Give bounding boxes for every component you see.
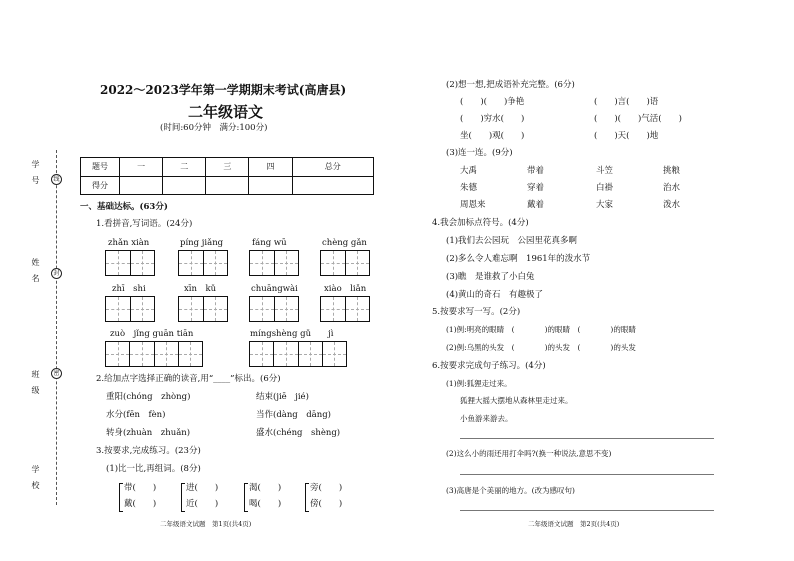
match-item[interactable]: 戴着 bbox=[527, 200, 545, 210]
exam-subject: 二年级语文 bbox=[188, 103, 264, 121]
pronunciation-item[interactable]: 重阳(chóng zhòng) bbox=[106, 392, 191, 402]
pinyin-label: zhǎn xiàn bbox=[108, 238, 150, 248]
pronunciation-item[interactable]: 盛水(chéng shèng) bbox=[256, 428, 341, 438]
example-sentence: 狐狸大摇大摆地从森林里走过来。 bbox=[460, 396, 573, 405]
exam-time-info: (时间:60分钟 满分:100分) bbox=[160, 123, 268, 133]
seal-mark-xian: 线 bbox=[51, 174, 62, 185]
compare-word[interactable]: 渴( ) bbox=[249, 483, 282, 493]
score-table-cell: 一 bbox=[120, 158, 163, 177]
punctuation-item[interactable]: (2)多么令人难忘啊 1961年的泼水节 bbox=[446, 254, 591, 264]
pronunciation-item[interactable]: 结束(jiē jié) bbox=[256, 392, 309, 402]
bracket-icon bbox=[181, 483, 185, 512]
match-item[interactable]: 穿着 bbox=[527, 183, 545, 193]
compare-word[interactable]: 进( ) bbox=[186, 483, 219, 493]
compare-word[interactable]: 近( ) bbox=[186, 499, 219, 509]
question-4: 4.我会加标点符号。(4分) bbox=[432, 218, 529, 228]
question-2: 2.给加点字选择正确的读音,用“____”标出。(6分) bbox=[96, 374, 281, 384]
writing-grid[interactable] bbox=[105, 296, 155, 322]
match-item[interactable]: 朱德 bbox=[460, 183, 478, 193]
idiom-blank[interactable]: ( )穷水( ) bbox=[460, 114, 525, 124]
score-table-cell: 总分 bbox=[292, 158, 374, 177]
question-1: 1.看拼音,写词语。(24分) bbox=[96, 219, 193, 229]
match-item[interactable]: 白褂 bbox=[596, 183, 614, 193]
prompt-sentence: 小鱼游来游去。 bbox=[460, 414, 513, 423]
idiom-blank[interactable]: 坐( )观( ) bbox=[460, 131, 525, 141]
writing-grid[interactable] bbox=[320, 250, 370, 276]
name-label: 姓 名 bbox=[31, 258, 40, 282]
idiom-blank[interactable]: ( )( )争艳 bbox=[460, 97, 525, 107]
score-input-cell[interactable] bbox=[292, 176, 374, 195]
score-table bbox=[80, 157, 374, 195]
seal-mark-mi: 密 bbox=[51, 368, 62, 379]
match-item[interactable]: 带着 bbox=[527, 166, 545, 176]
bracket-icon bbox=[305, 483, 309, 512]
exam-title: 2022～2023学年第一学期期末考试(高唐县) bbox=[100, 83, 347, 97]
pinyin-label: zhī shi bbox=[112, 284, 146, 294]
pinyin-label: chuāngwài bbox=[251, 284, 298, 294]
pinyin-label: chèng gǎn bbox=[322, 238, 367, 248]
writing-grid[interactable] bbox=[249, 296, 299, 322]
score-input-cell[interactable] bbox=[249, 176, 292, 195]
compare-word[interactable]: 戴( ) bbox=[124, 499, 157, 509]
question-6-1: (1)例:狐狸走过来。 bbox=[446, 379, 512, 388]
question-3-1: (1)比一比,再组词。(8分) bbox=[106, 464, 201, 474]
match-item[interactable]: 大家 bbox=[596, 200, 614, 210]
pronunciation-item[interactable]: 水分(fēn fèn) bbox=[106, 410, 166, 420]
score-input-cell[interactable] bbox=[163, 176, 206, 195]
idiom-blank[interactable]: ( )天( )地 bbox=[594, 131, 659, 141]
binding-line bbox=[56, 150, 57, 505]
compare-word[interactable]: 旁( ) bbox=[310, 483, 343, 493]
student-id-label: 学 号 bbox=[31, 160, 40, 184]
punctuation-item[interactable]: (4)黄山的奇石 有趣极了 bbox=[446, 290, 544, 300]
writing-grid[interactable] bbox=[320, 296, 370, 322]
writing-grid[interactable] bbox=[105, 341, 203, 367]
question-6: 6.按要求完成句子练习。(4分) bbox=[432, 361, 546, 371]
answer-line[interactable] bbox=[460, 510, 714, 511]
writing-grid[interactable] bbox=[249, 250, 299, 276]
score-table-header-row bbox=[81, 158, 374, 177]
score-table-cell: 得分 bbox=[81, 176, 120, 195]
match-item[interactable]: 周恩来 bbox=[460, 200, 486, 210]
writing-grid[interactable] bbox=[178, 296, 228, 322]
writing-grid[interactable] bbox=[178, 250, 228, 276]
question-6-2: (2)这么小的雨还用打伞吗?(换一种说法,意思不变) bbox=[446, 449, 612, 458]
pronunciation-item[interactable]: 转身(zhuàn zhuǎn) bbox=[106, 428, 191, 438]
pinyin-label: míngshèng gǔ jì bbox=[250, 329, 334, 339]
punctuation-item[interactable]: (3)瞧 是谁救了小白兔 bbox=[446, 272, 535, 282]
score-table-cell: 三 bbox=[206, 158, 249, 177]
score-table-cell: 四 bbox=[249, 158, 292, 177]
pinyin-label: zuò jǐng guān tiān bbox=[110, 329, 194, 339]
question-3: 3.按要求,完成练习。(23分) bbox=[96, 446, 201, 456]
pinyin-label: píng jiǎng bbox=[180, 238, 224, 248]
question-5: 5.按要求写一写。(2分) bbox=[432, 307, 521, 317]
punctuation-item[interactable]: (1)我们去公园玩 公园里花真多啊 bbox=[446, 236, 578, 246]
section-1-heading: 一、基础达标。(63分) bbox=[80, 202, 168, 212]
pinyin-label: xīn kǔ bbox=[184, 284, 217, 294]
match-item[interactable]: 挑粮 bbox=[663, 166, 681, 176]
fill-in-item[interactable]: (1)例:明亮的眼睛 ( )的眼睛 ( )的眼睛 bbox=[446, 325, 636, 334]
pinyin-label: fáng wū bbox=[252, 238, 287, 248]
question-3-2: (2)想一想,把成语补充完整。(6分) bbox=[446, 80, 575, 90]
pronunciation-item[interactable]: 当作(dàng dāng) bbox=[256, 410, 331, 420]
pinyin-label: xiào liǎn bbox=[324, 284, 367, 294]
answer-line[interactable] bbox=[460, 474, 714, 475]
compare-word[interactable]: 喝( ) bbox=[249, 499, 282, 509]
bracket-icon bbox=[244, 483, 248, 512]
score-table-score-row bbox=[81, 176, 374, 195]
question-6-3: (3)高唐是个美丽的地方。(改为感叹句) bbox=[446, 486, 575, 495]
compare-word[interactable]: 带( ) bbox=[124, 483, 157, 493]
match-item[interactable]: 泼水 bbox=[663, 200, 681, 210]
match-item[interactable]: 斗笠 bbox=[596, 166, 614, 176]
match-item[interactable]: 大禹 bbox=[460, 166, 478, 176]
compare-word[interactable]: 傍( ) bbox=[310, 499, 343, 509]
score-table-cell: 题号 bbox=[81, 158, 120, 177]
idiom-blank[interactable]: ( )( )气活( ) bbox=[594, 114, 682, 124]
seal-mark-feng: 封 bbox=[51, 268, 62, 279]
match-item[interactable]: 治水 bbox=[663, 183, 681, 193]
writing-grid[interactable] bbox=[249, 341, 347, 367]
question-3-3: (3)连一连。(9分) bbox=[446, 148, 513, 158]
idiom-blank[interactable]: ( )言( )语 bbox=[594, 97, 659, 107]
writing-grid[interactable] bbox=[105, 250, 155, 276]
score-table-cell: 二 bbox=[163, 158, 206, 177]
fill-in-item[interactable]: (2)例:乌黑的头发 ( )的头发 ( )的头发 bbox=[446, 343, 636, 352]
bracket-icon bbox=[119, 483, 123, 512]
page-footer: 二年级语文试题 第2页(共4页) bbox=[528, 520, 620, 528]
score-input-cell[interactable] bbox=[206, 176, 249, 195]
school-label: 学 校 bbox=[31, 465, 40, 489]
answer-line[interactable] bbox=[460, 438, 714, 439]
score-input-cell[interactable] bbox=[120, 176, 163, 195]
class-label: 班 级 bbox=[31, 370, 40, 394]
page-footer: 二年级语文试题 第1页(共4页) bbox=[160, 520, 252, 528]
